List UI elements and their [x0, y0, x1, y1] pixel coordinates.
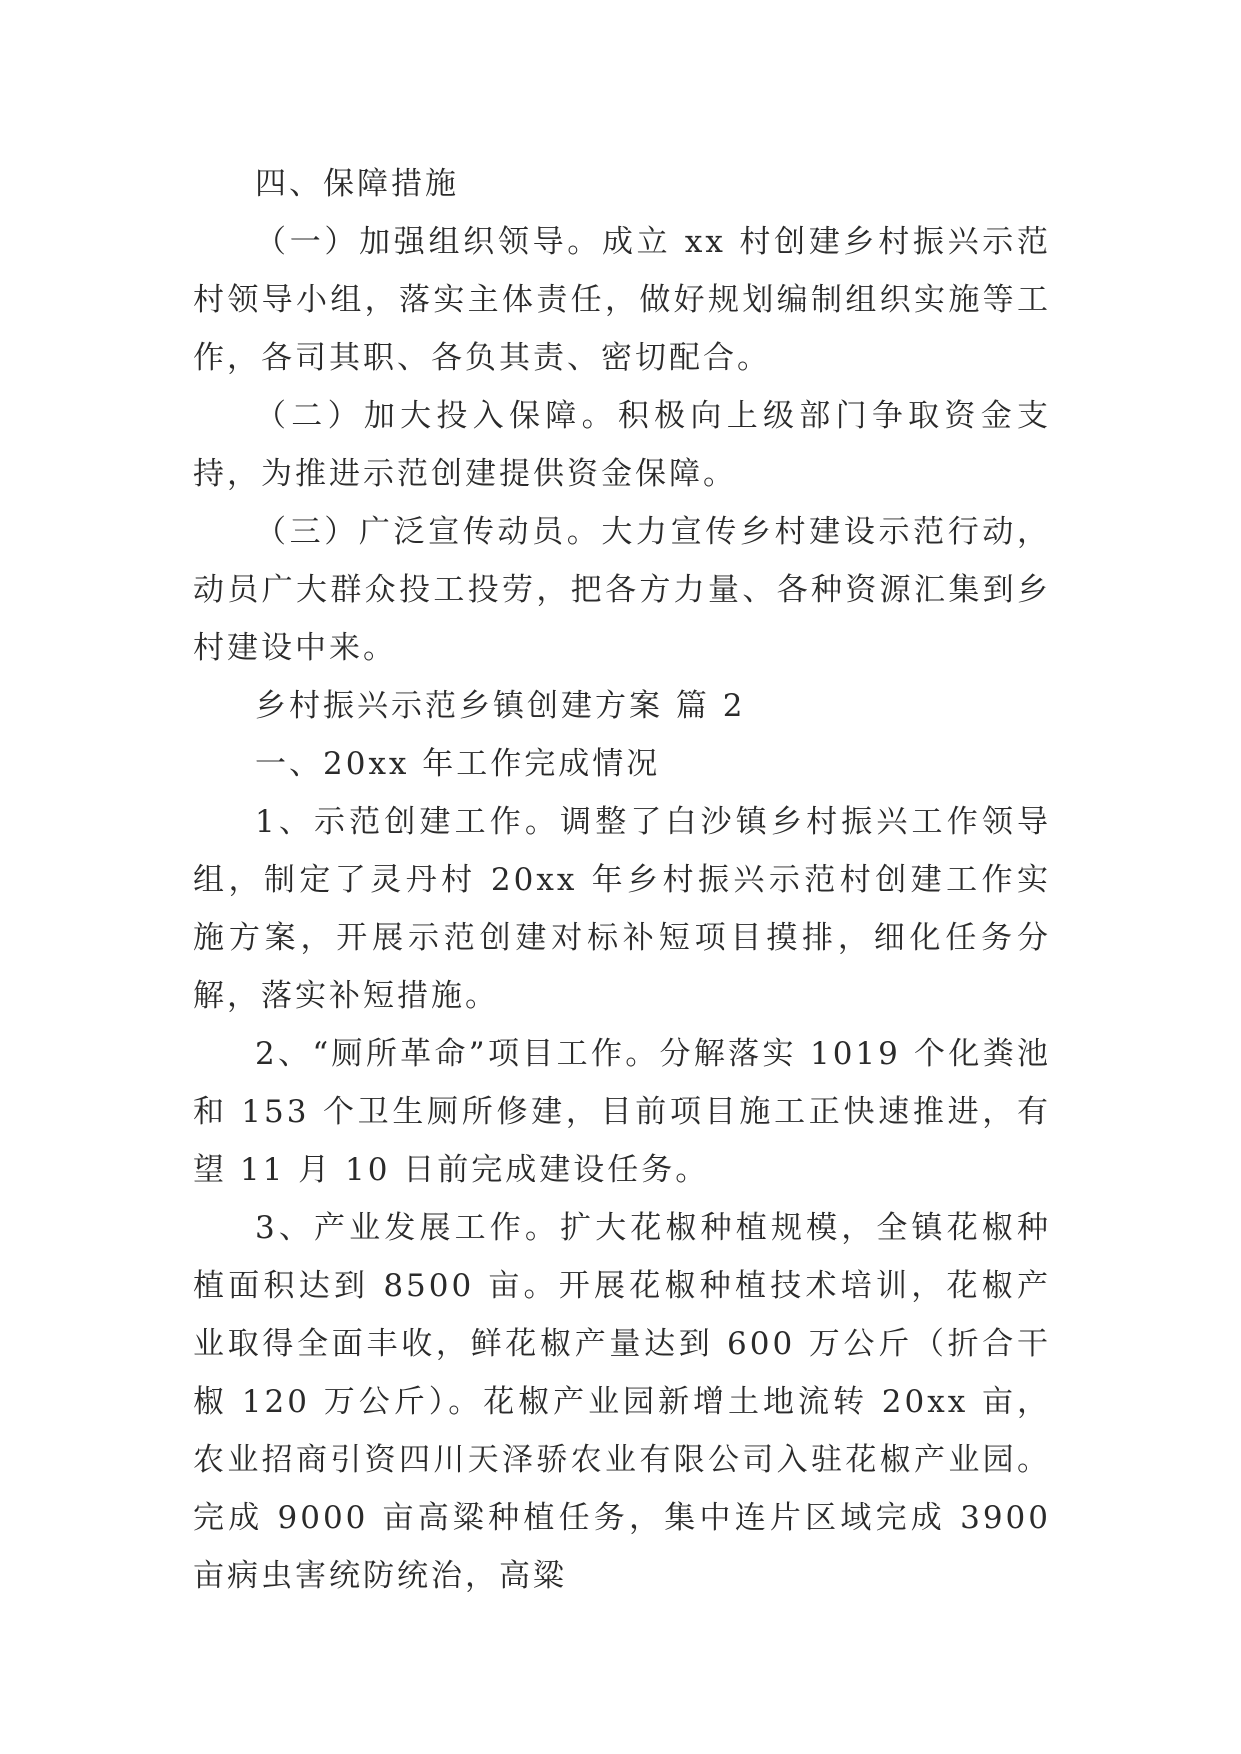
paragraph: （二）加大投入保障。积极向上级部门争取资金支持，为推进示范创建提供资金保障。: [193, 398, 1051, 492]
document-body: [193, 155, 1051, 1605]
section-heading: 一、20xx 年工作完成情况: [255, 746, 661, 782]
section-heading: 四、保障措施: [255, 166, 459, 202]
paragraph: 1、示范创建工作。调整了白沙镇乡村振兴工作领导组，制定了灵丹村 20xx 年乡村振兴示范村创建工作实施方案，开展示范创建对标补短项目摸排，细化任务分解，落实补短措施。: [193, 804, 1051, 1014]
article-title: 乡村振兴示范乡镇创建方案 篇 2: [255, 688, 746, 724]
paragraph: 2、“厕所革命”项目工作。分解落实 1019 个化粪池和 153 个卫生厕所修建，目前项目施工正快速推进，有望 11 月 10 日前完成建设任务。: [193, 1036, 1051, 1188]
paragraph: （一）加强组织领导。成立 xx 村创建乡村振兴示范村领导小组，落实主体责任，做好规划编制组织实施等工作，各司其职、各负其责、密切配合。: [193, 224, 1051, 376]
paragraph: （三）广泛宣传动员。大力宣传乡村建设示范行动，动员广大群众投工投劳，把各方力量、各种资源汇集到乡村建设中来。: [193, 514, 1051, 666]
paragraph: 3、产业发展工作。扩大花椒种植规模，全镇花椒种植面积达到 8500 亩。开展花椒种植技术培训，花椒产业取得全面丰收，鲜花椒产量达到 600 万公斤（折合干椒 120 万公斤）。花椒产业园新增土地流转 20xx 亩，农业招商引资四川天泽骄农业有限公司入驻花椒产业园。完成 9000 亩高粱种植任务，集中连片区域完成 3900 亩病虫害统防统治，高粱: [193, 1210, 1051, 1594]
